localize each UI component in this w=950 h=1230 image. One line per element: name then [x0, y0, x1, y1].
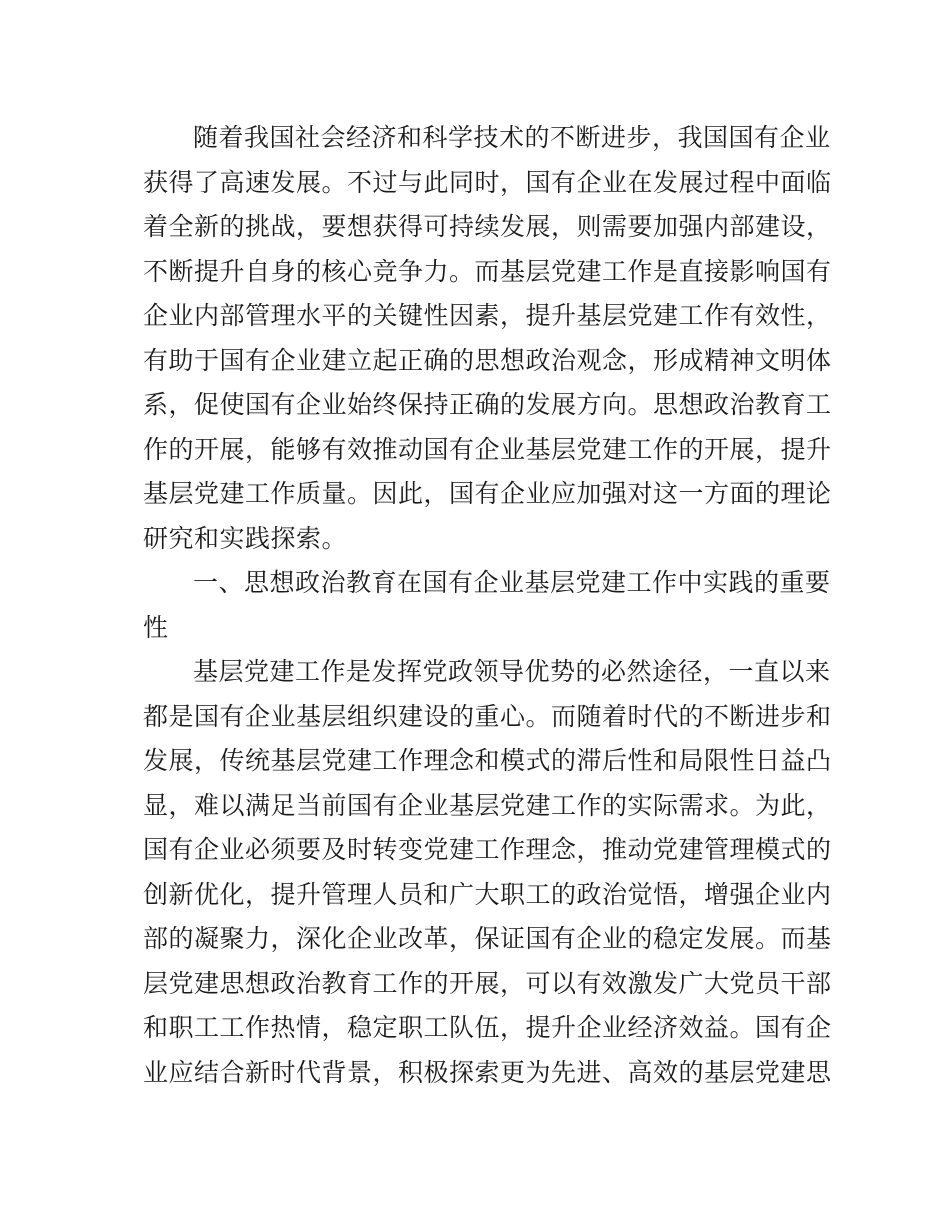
text-line: 随着我国社会经济和科学技术的不断进步，我国国有企业	[193, 123, 831, 152]
text-line: 国有企业必须要及时转变党建工作理念，推动党建管理模式的	[143, 835, 832, 864]
text-line: 发展，传统基层党建工作理念和模式的滞后性和局限性日益凸	[143, 746, 832, 775]
text-line: 有助于国有企业建立起正确的思想政治观念，形成精神文明体	[143, 345, 832, 375]
text-line: 部的凝聚力，深化企业改革，保证国有企业的稳定发展。而基	[143, 924, 832, 953]
document-body	[143, 116, 832, 1095]
text-line: 和职工工作热情，稳定职工队伍，提升企业经济效益。国有企	[143, 1013, 832, 1042]
text-line: 都是国有企业基层组织建设的重心。而随着时代的不断进步和	[143, 701, 832, 731]
text-line: 基层党建工作是发挥党政领导优势的必然途径，一直以来	[193, 657, 831, 686]
paragraph-intro	[143, 116, 832, 561]
text-line: 不断提升自身的核心竞争力。而基层党建工作是直接影响国有	[143, 256, 832, 286]
text-line: 系，促使国有企业始终保持正确的发展方向。思想政治教育工	[143, 390, 832, 419]
heading-line: 性	[143, 612, 169, 642]
text-line: 企业内部管理水平的关键性因素，提升基层党建工作有效性，	[143, 301, 832, 330]
text-line: 研究和实践探索。	[143, 523, 348, 553]
text-line: 作的开展，能够有效推动国有企业基层党建工作的开展，提升	[143, 434, 832, 464]
text-line: 业应结合新时代背景，积极探索更为先进、高效的基层党建思	[143, 1057, 832, 1087]
heading-line: 一、思想政治教育在国有企业基层党建工作中实践的重要	[193, 568, 831, 597]
text-line: 着全新的挑战，要想获得可持续发展，则需要加强内部建设，	[143, 212, 832, 241]
text-line: 显，难以满足当前国有企业基层党建工作的实际需求。为此，	[143, 790, 832, 820]
text-line: 创新优化，提升管理人员和广大职工的政治觉悟，增强企业内	[143, 879, 832, 909]
text-line: 获得了高速发展。不过与此同时，国有企业在发展过程中面临	[143, 167, 832, 197]
text-line: 层党建思想政治教育工作的开展，可以有效激发广大党员干部	[143, 968, 832, 998]
section-heading-1	[143, 561, 831, 650]
text-line: 基层党建工作质量。因此，国有企业应加强对这一方面的理论	[143, 479, 832, 508]
paragraph-body-1	[143, 650, 832, 1095]
